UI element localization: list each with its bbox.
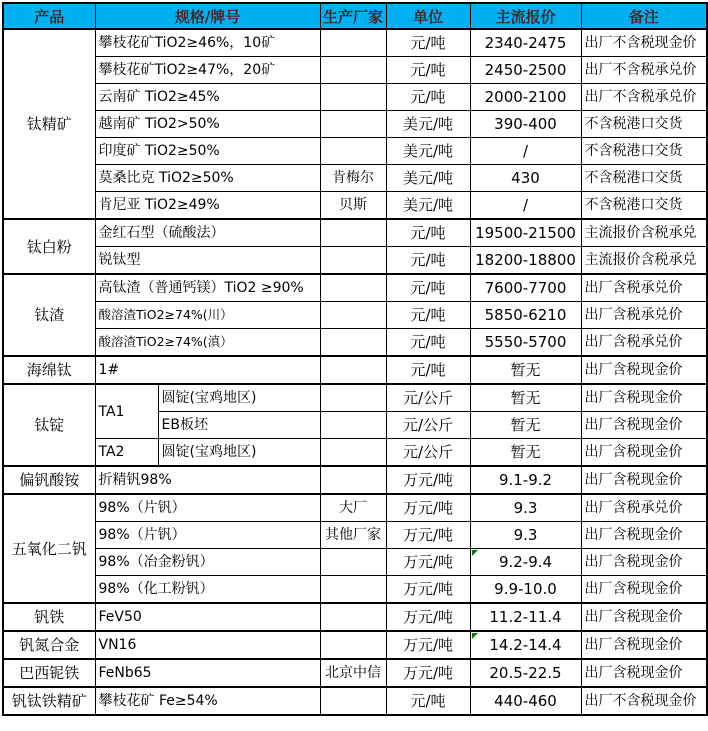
table-row — [3, 111, 707, 138]
price-cell: 19500-21500 — [470, 219, 581, 247]
table-row — [3, 466, 707, 494]
note-cell: 出厂含税现金价 — [581, 603, 707, 631]
unit-cell: 元/吨 — [386, 219, 470, 247]
unit-cell: 元/公斤 — [386, 384, 470, 412]
price-cell: 5850-6210 — [470, 302, 581, 329]
spec-cell: 1# — [95, 356, 320, 384]
product-cell: 海绵钛 — [3, 356, 95, 384]
unit-cell: 万元/吨 — [386, 466, 470, 494]
spec-cell: 酸溶渣TiO2≥74%(川） — [95, 302, 320, 329]
note-cell: 出厂不含税承兑价 — [581, 84, 707, 111]
price-cell: 11.2-11.4 — [470, 603, 581, 631]
unit-cell: 万元/吨 — [386, 522, 470, 549]
price-cell: 9.3 — [470, 522, 581, 549]
manufacturer-cell — [320, 576, 386, 604]
manufacturer-cell — [320, 138, 386, 165]
note-cell: 不含税港口交货 — [581, 138, 707, 165]
note-cell: 出厂不含税承兑价 — [581, 57, 707, 84]
table-row — [3, 549, 707, 576]
manufacturer-cell: 大厂 — [320, 494, 386, 522]
product-cell: 钒氮合金 — [3, 631, 95, 659]
table-row — [3, 84, 707, 111]
price-value: 9.2-9.4 — [498, 553, 553, 571]
spec-cell: 肯尼亚 TiO2≥49% — [95, 192, 320, 220]
unit-cell: 元/吨 — [386, 329, 470, 357]
note-cell: 出厂含税现金价 — [581, 631, 707, 659]
spec-cell: 攀枝花矿TiO2≥46%，10矿 — [95, 29, 320, 57]
spec-cell: 高钛渣（普通钙镁）TiO2 ≥90% — [95, 274, 320, 302]
product-cell: 钛渣 — [3, 274, 95, 356]
column-header-price: 主流报价 — [470, 3, 581, 29]
product-cell: 钛锭 — [3, 384, 95, 466]
price-cell: 暂无 — [470, 384, 581, 412]
product-cell: 钛白粉 — [3, 219, 95, 274]
price-cell: 2340-2475 — [470, 29, 581, 57]
spec-grade-cell: TA2 — [95, 439, 158, 467]
table-row — [3, 302, 707, 329]
price-cell: 20.5-22.5 — [470, 659, 581, 687]
note-cell: 出厂不含税现金价 — [581, 29, 707, 57]
manufacturer-cell: 北京中信 — [320, 659, 386, 687]
manufacturer-cell — [320, 466, 386, 494]
price-cell: 440-460 — [470, 687, 581, 715]
note-cell: 出厂含税现金价 — [581, 439, 707, 467]
table-row — [3, 494, 707, 522]
table-row — [3, 384, 707, 412]
spec-grade-cell: TA1 — [95, 384, 158, 439]
manufacturer-cell — [320, 603, 386, 631]
price-cell: / — [470, 192, 581, 220]
spec-cell: 98%（片钒） — [95, 494, 320, 522]
column-header-manufacturer: 生产厂家 — [320, 3, 386, 29]
spec-cell: 越南矿 TiO2>50% — [95, 111, 320, 138]
table-row — [3, 576, 707, 604]
column-header-product: 产品 — [3, 3, 95, 29]
product-cell: 钛精矿 — [3, 29, 95, 219]
note-cell: 出厂含税承兑价 — [581, 274, 707, 302]
price-cell: 暂无 — [470, 412, 581, 439]
note-cell: 出厂含税现金价 — [581, 522, 707, 549]
unit-cell: 元/吨 — [386, 356, 470, 384]
manufacturer-cell — [320, 329, 386, 357]
unit-cell: 美元/吨 — [386, 111, 470, 138]
price-cell: 7600-7700 — [470, 274, 581, 302]
price-cell — [470, 631, 581, 659]
manufacturer-cell: 肯梅尔 — [320, 165, 386, 192]
table-row — [3, 192, 707, 220]
spec-cell: 98%（冶金粉钒） — [95, 549, 320, 576]
table-row — [3, 219, 707, 247]
note-cell: 出厂含税现金价 — [581, 576, 707, 604]
unit-cell: 万元/吨 — [386, 659, 470, 687]
unit-cell: 万元/吨 — [386, 631, 470, 659]
note-cell: 主流报价含税承兑 — [581, 247, 707, 275]
product-cell: 钒铁 — [3, 603, 95, 631]
note-cell: 出厂含税承兑价 — [581, 494, 707, 522]
table-row — [3, 603, 707, 631]
table-row — [3, 439, 707, 467]
table-row — [3, 274, 707, 302]
price-cell: 390-400 — [470, 111, 581, 138]
note-cell: 出厂含税现金价 — [581, 356, 707, 384]
manufacturer-cell — [320, 219, 386, 247]
note-cell: 不含税港口交货 — [581, 192, 707, 220]
manufacturer-cell — [320, 412, 386, 439]
note-cell: 出厂含税现金价 — [581, 412, 707, 439]
note-cell: 出厂含税现金价 — [581, 384, 707, 412]
column-header-spec: 规格/牌号 — [95, 3, 320, 29]
price-table — [2, 2, 708, 716]
manufacturer-cell — [320, 356, 386, 384]
unit-cell: 元/吨 — [386, 57, 470, 84]
table-row — [3, 356, 707, 384]
price-cell: 18200-18800 — [470, 247, 581, 275]
unit-cell: 元/吨 — [386, 29, 470, 57]
manufacturer-cell — [320, 274, 386, 302]
unit-cell: 元/吨 — [386, 274, 470, 302]
table-row — [3, 329, 707, 357]
table-row — [3, 687, 707, 715]
manufacturer-cell — [320, 247, 386, 275]
manufacturer-cell — [320, 111, 386, 138]
unit-cell: 万元/吨 — [386, 603, 470, 631]
price-cell: 430 — [470, 165, 581, 192]
unit-cell: 万元/吨 — [386, 549, 470, 576]
spec-cell: FeV50 — [95, 603, 320, 631]
unit-cell: 万元/吨 — [386, 494, 470, 522]
unit-cell: 万元/吨 — [386, 576, 470, 604]
spec-cell: FeNb65 — [95, 659, 320, 687]
unit-cell: 美元/吨 — [386, 165, 470, 192]
spec-cell: 金红石型（硫酸法） — [95, 219, 320, 247]
column-header-unit: 单位 — [386, 3, 470, 29]
price-cell: 9.3 — [470, 494, 581, 522]
table-row — [3, 29, 707, 57]
comment-flag-icon — [472, 550, 478, 556]
price-cell: 暂无 — [470, 439, 581, 467]
unit-cell: 元/吨 — [386, 302, 470, 329]
table-row — [3, 522, 707, 549]
price-value: 14.2-14.4 — [489, 636, 562, 654]
price-cell: 暂无 — [470, 356, 581, 384]
note-cell: 出厂含税现金价 — [581, 466, 707, 494]
manufacturer-cell: 其他厂家 — [320, 522, 386, 549]
price-cell: 9.1-9.2 — [470, 466, 581, 494]
table-row — [3, 659, 707, 687]
spec-cell: 98%（片钒） — [95, 522, 320, 549]
product-cell: 五氧化二钒 — [3, 494, 95, 603]
note-cell: 出厂含税现金价 — [581, 549, 707, 576]
note-cell: 出厂含税承兑价 — [581, 329, 707, 357]
manufacturer-cell: 贝斯 — [320, 192, 386, 220]
unit-cell: 元/吨 — [386, 84, 470, 111]
price-cell: / — [470, 138, 581, 165]
manufacturer-cell — [320, 302, 386, 329]
unit-cell: 元/吨 — [386, 247, 470, 275]
manufacturer-cell — [320, 439, 386, 467]
note-cell: 不含税港口交货 — [581, 111, 707, 138]
spec-cell: 锐钛型 — [95, 247, 320, 275]
manufacturer-cell — [320, 631, 386, 659]
unit-cell: 美元/吨 — [386, 192, 470, 220]
spec-cell: 攀枝花矿TiO2≥47%，20矿 — [95, 57, 320, 84]
manufacturer-cell — [320, 29, 386, 57]
price-cell: 2000-2100 — [470, 84, 581, 111]
table-row — [3, 631, 707, 659]
manufacturer-cell — [320, 549, 386, 576]
spec-shape-cell: 圆锭(宝鸡地区) — [158, 439, 320, 467]
table-row — [3, 138, 707, 165]
table-row — [3, 247, 707, 275]
spec-cell: 折精钒98% — [95, 466, 320, 494]
note-cell: 主流报价含税承兑 — [581, 219, 707, 247]
product-cell: 巴西铌铁 — [3, 659, 95, 687]
product-cell: 偏钒酸铵 — [3, 466, 95, 494]
spec-cell: 云南矿 TiO2≥45% — [95, 84, 320, 111]
product-cell: 钒钛铁精矿 — [3, 687, 95, 715]
manufacturer-cell — [320, 687, 386, 715]
spec-cell: 98%（化工粉钒） — [95, 576, 320, 604]
note-cell: 出厂含税现金价 — [581, 659, 707, 687]
price-cell — [470, 549, 581, 576]
manufacturer-cell — [320, 57, 386, 84]
spec-cell: 印度矿 TiO2≥50% — [95, 138, 320, 165]
header-row — [3, 3, 707, 29]
price-cell: 5550-5700 — [470, 329, 581, 357]
column-header-note: 备注 — [581, 3, 707, 29]
note-cell: 出厂不含税现金价 — [581, 687, 707, 715]
price-cell: 9.9-10.0 — [470, 576, 581, 604]
spec-cell: VN16 — [95, 631, 320, 659]
unit-cell: 元/吨 — [386, 687, 470, 715]
spec-cell: 莫桑比克 TiO2≥50% — [95, 165, 320, 192]
comment-flag-icon — [472, 633, 478, 639]
spec-shape-cell: 圆锭(宝鸡地区) — [158, 384, 320, 412]
unit-cell: 元/公斤 — [386, 412, 470, 439]
note-cell: 出厂含税承兑价 — [581, 302, 707, 329]
table-row — [3, 57, 707, 84]
manufacturer-cell — [320, 84, 386, 111]
manufacturer-cell — [320, 384, 386, 412]
note-cell: 不含税港口交货 — [581, 165, 707, 192]
table-row — [3, 165, 707, 192]
unit-cell: 美元/吨 — [386, 138, 470, 165]
spec-cell: 酸溶渣TiO2≥74%(滇） — [95, 329, 320, 357]
spec-shape-cell: EB板坯 — [158, 412, 320, 439]
unit-cell: 元/公斤 — [386, 439, 470, 467]
price-cell: 2450-2500 — [470, 57, 581, 84]
spec-cell: 攀枝花矿 Fe≥54% — [95, 687, 320, 715]
